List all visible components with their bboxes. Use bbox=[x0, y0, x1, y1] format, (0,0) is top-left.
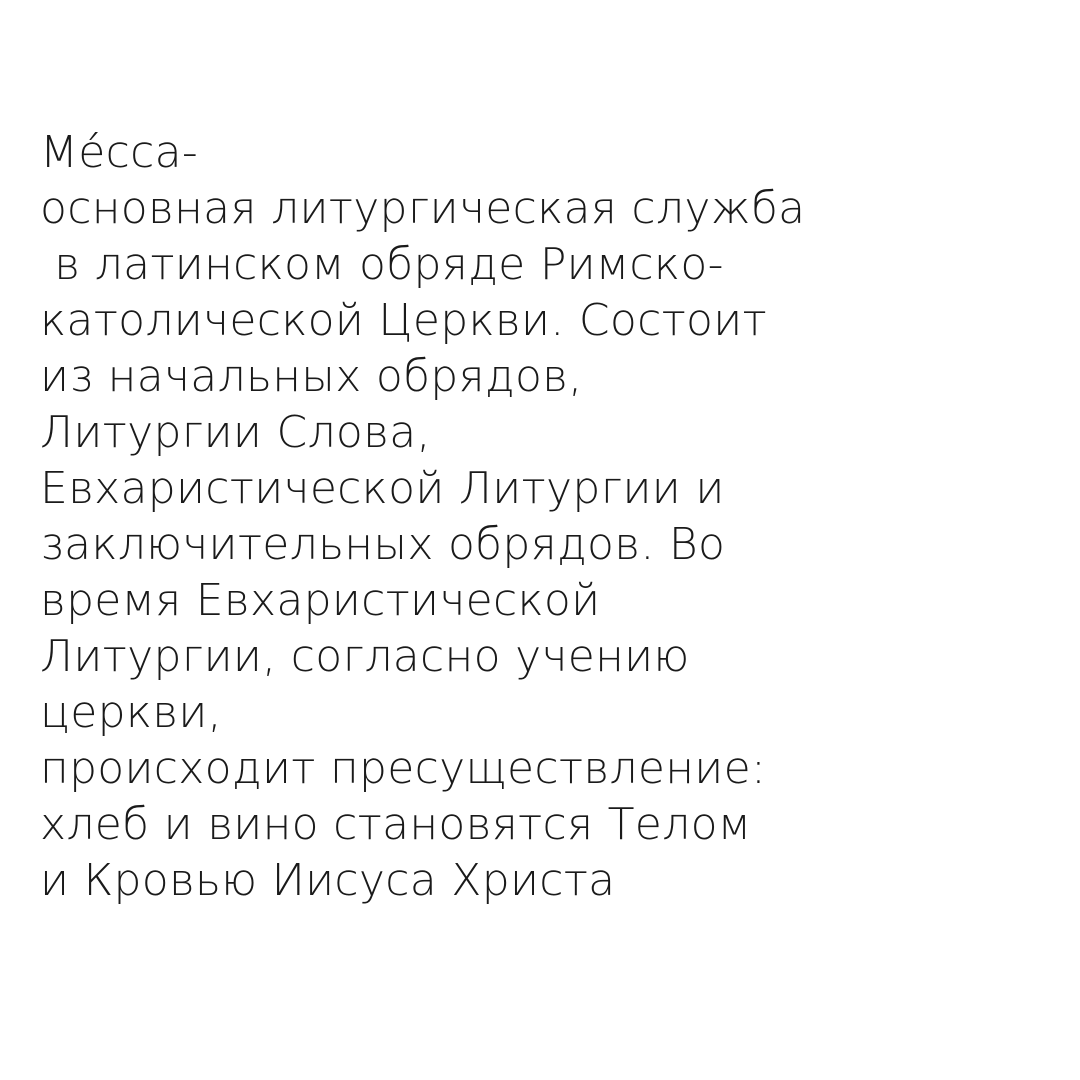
text-line-11: церкви, bbox=[40, 687, 222, 738]
text-line-4: католической Церкви. Состоит bbox=[40, 295, 767, 346]
text-line-5: из начальных обрядов, bbox=[40, 351, 583, 402]
article-text bbox=[40, 125, 1050, 909]
text-line-8: заключительных обрядов. Во bbox=[40, 519, 726, 570]
text-line-9: время Евхаристической bbox=[40, 575, 601, 626]
text-line-14: и Кровью Иисуса Христа bbox=[40, 855, 616, 906]
text-line-12: происходит пресуществление: bbox=[40, 743, 767, 794]
text-line-10: Литургии, согласно учению bbox=[40, 631, 690, 682]
text-line-13: хлеб и вино становятся Телом bbox=[40, 799, 752, 850]
text-line-2: основная литургическая служба bbox=[40, 183, 806, 234]
text-line-1: Mécca- bbox=[40, 127, 199, 178]
text-line-3: в латинском обряде Римско- bbox=[40, 239, 724, 290]
text-line-7: Евхаристической Литургии и bbox=[40, 463, 725, 514]
text-line-6: Литургии Слова, bbox=[40, 407, 431, 458]
